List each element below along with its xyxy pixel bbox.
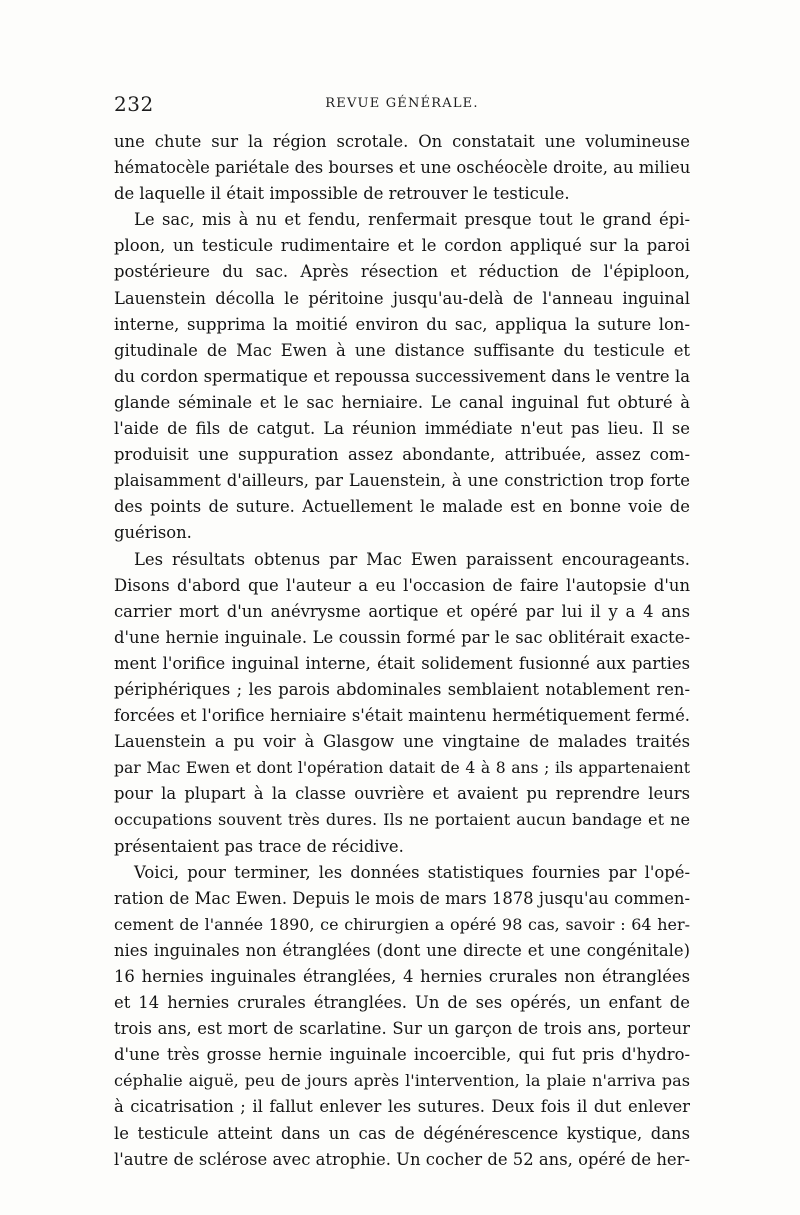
text-line: pour la plupart à la classe ouvrière et avaient pu reprendre leurs [114, 784, 690, 804]
text-line: glande séminale et le sac herniaire. Le canal inguinal fut obturé à [114, 392, 690, 412]
text-line: ration de Mac Ewen. Depuis le mois de mars 1878 jusqu'au commen- [114, 888, 690, 908]
page-number: 232 [114, 92, 154, 116]
body-text [114, 129, 690, 1173]
text-line: par Mac Ewen et dont l'opération datait de 4 à 8 ans ; ils appartenaient [114, 759, 690, 778]
text-line: ment l'orifice inguinal interne, était solidement fusionné aux parties [114, 653, 690, 673]
text-line: Lauenstein a pu voir à Glasgow une vingtaine de malades traités [114, 732, 690, 752]
text-line: une chute sur la région scrotale. On constatait une volumineuse [114, 132, 690, 151]
text-line: l'aide de fils de catgut. La réunion immédiate n'eut pas lieu. Il se [114, 419, 690, 439]
text-line: d'une hernie inguinale. Le coussin formé par le sac oblitérait exacte- [114, 627, 690, 647]
text-line: d'une très grosse hernie inguinale incoercible, qui fut pris d'hydro- [114, 1045, 690, 1065]
text-line: céphalie aiguë, peu de jours après l'intervention, la plaie n'arriva pas [114, 1071, 690, 1091]
text-line: et 14 hernies crurales étranglées. Un de ses opérés, un enfant de [114, 993, 690, 1013]
text-line: postérieure du sac. Après résection et réduction de l'épiploon, [114, 262, 690, 282]
text-line: interne, supprima la moitié environ du sac, appliqua la suture lon- [114, 314, 690, 334]
text-line: Le sac, mis à nu et fendu, renfermait presque tout le grand épi- [134, 210, 690, 230]
text-line: Les résultats obtenus par Mac Ewen paraissent encourageants. [134, 549, 690, 569]
text-line: l'autre de sclérose avec atrophie. Un cocher de 52 ans, opéré de her- [114, 1149, 690, 1169]
page-header [114, 92, 690, 120]
running-title: REVUE GÉNÉRALE. [325, 96, 479, 111]
text-line: occupations souvent très dures. Ils ne portaient aucun bandage et ne [114, 810, 690, 830]
text-line: à cicatrisation ; il fallut enlever les sutures. Deux fois il dut enlever [114, 1097, 690, 1117]
text-line: gitudinale de Mac Ewen à une distance suffisante du testicule et [114, 340, 690, 360]
text-line: Lauenstein décolla le péritoine jusqu'au-delà de l'anneau inguinal [114, 288, 690, 308]
text-line: plaisamment d'ailleurs, par Lauenstein, à une constriction trop forte [114, 471, 690, 491]
text-line: trois ans, est mort de scarlatine. Sur un garçon de trois ans, porteur [114, 1019, 690, 1039]
text-line: nies inguinales non étranglées (dont une directe et une congénitale) [114, 940, 690, 960]
text-line: de laquelle il était impossible de retrouver le testicule. [114, 184, 570, 204]
text-line: du cordon spermatique et repoussa successivement dans le ventre la [114, 366, 690, 386]
text-line: des points de suture. Actuellement le malade est en bonne voie de [114, 497, 690, 517]
text-line: cement de l'année 1890, ce chirurgien a opéré 98 cas, savoir : 64 her- [114, 914, 690, 934]
text-line: présentaient pas trace de récidive. [114, 836, 404, 856]
text-line: le testicule atteint dans un cas de dégénérescence kystique, dans [114, 1123, 690, 1143]
text-line: guérison. [114, 523, 192, 543]
text-line: ploon, un testicule rudimentaire et le cordon appliqué sur la paroi [114, 236, 690, 256]
text-line: Disons d'abord que l'auteur a eu l'occasion de faire l'autopsie d'un [114, 575, 690, 595]
text-line: 16 hernies inguinales étranglées, 4 hernies crurales non étranglées [114, 967, 690, 986]
text-line: périphériques ; les parois abdominales semblaient notablement ren- [114, 679, 690, 699]
text-line: produisit une suppuration assez abondante, attribuée, assez com- [114, 445, 690, 465]
text-line: hématocèle pariétale des bourses et une oschéocèle droite, au milieu [114, 158, 691, 178]
text-line: carrier mort d'un anévrysme aortique et opéré par lui il y a 4 ans [114, 601, 690, 621]
text-line: Voici, pour terminer, les données statistiques fournies par l'opé- [134, 862, 690, 882]
text-line: forcées et l'orifice herniaire s'était maintenu hermétiquement fermé. [114, 706, 690, 726]
